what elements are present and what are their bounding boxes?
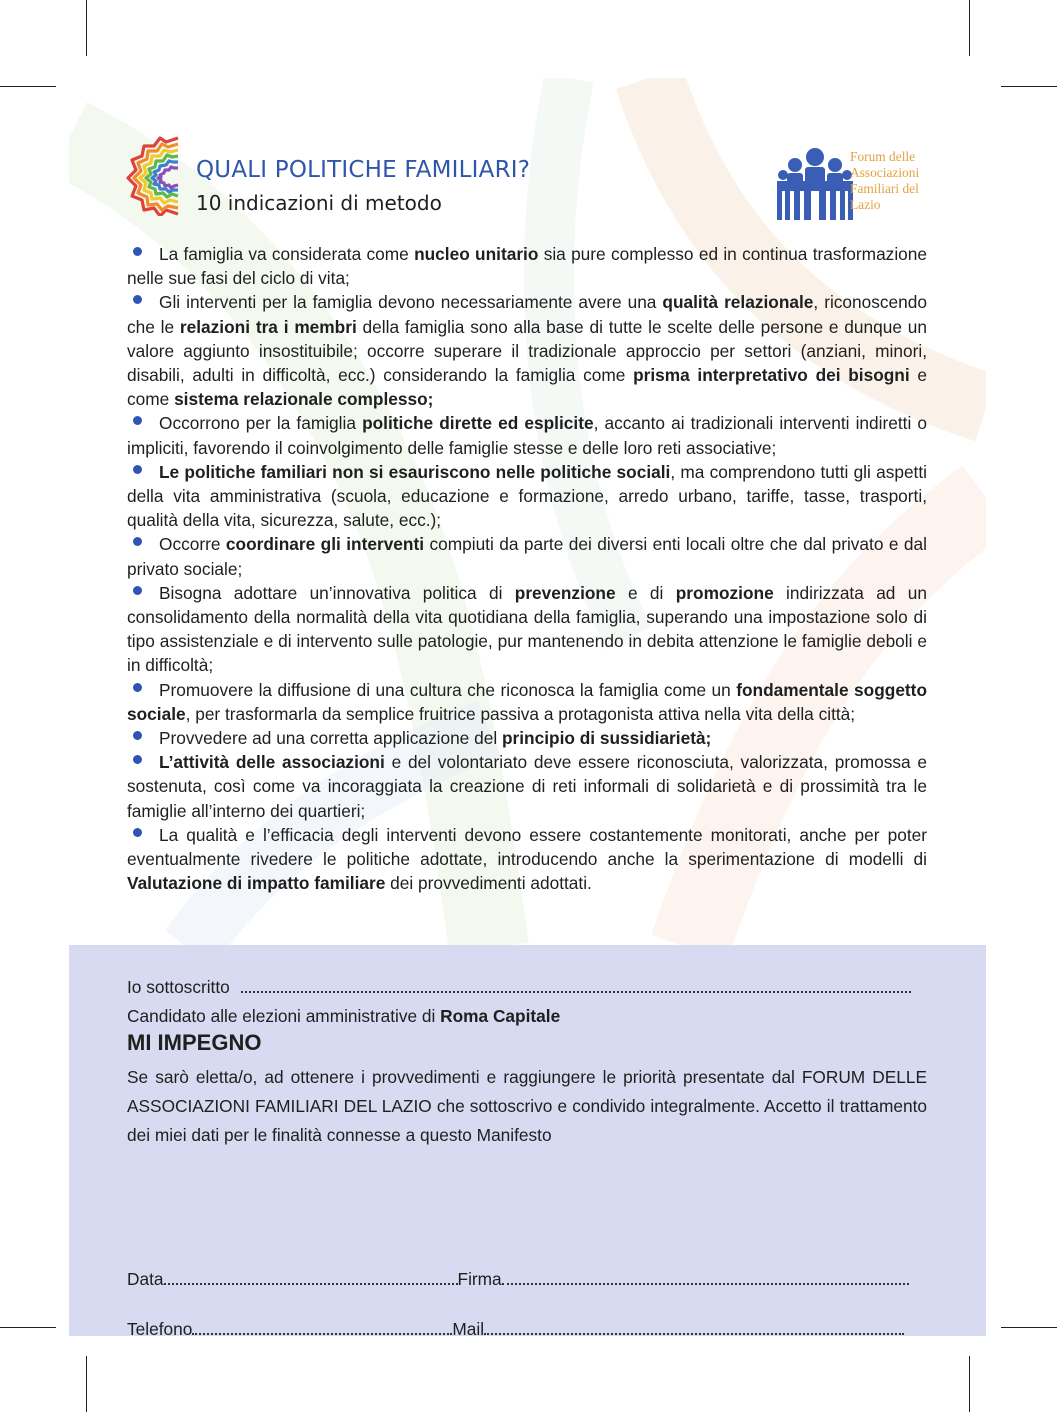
date-signature-line <box>127 1269 927 1290</box>
list-item <box>127 750 927 823</box>
signed-label: Io sottoscritto <box>127 977 230 997</box>
list-item <box>127 678 927 726</box>
name-field[interactable] <box>241 977 911 993</box>
item-text-bold: qualità relazionale <box>662 292 814 313</box>
bullet-icon <box>133 247 142 256</box>
crop-mark <box>969 1356 970 1412</box>
item-text: della famiglia sono alla base di tutte le scelte delle persone e dunque un valore aggiunto insostituibile; occorre superare il tradizionale approccio per settori (anziani, minori, disabili, adulti in difficoltà, ecc.) considerando la famiglia come <box>127 316 927 386</box>
list-item <box>127 290 927 411</box>
item-text-bold: prisma interpretativo dei bisogni <box>633 365 910 386</box>
item-text: e del volontariato deve essere riconosciuta, valorizzata, promossa e sostenuta, così come va incoraggiata la creazione di reti informali di solidarietà e di prossimità tra le famiglie all’interno dei quartieri; <box>127 752 927 821</box>
signature-field[interactable] <box>502 1269 909 1285</box>
phone-field[interactable] <box>192 1319 452 1335</box>
forum-logo-line: Lazio <box>850 197 881 212</box>
forum-logo-line: Familiari del <box>850 181 919 196</box>
item-text: dei provvedimenti adottati. <box>385 873 592 894</box>
bullet-icon <box>133 465 142 474</box>
item-text: , ma comprendono tutti gli aspetti della vita amministrativa (scuola, educazione e formazione, arredo urbano, tariffe, tasse, trasporti, qualità della vita, sicurezza, salute, ecc.); <box>127 461 927 531</box>
telefono-label: Telefono <box>127 1319 193 1336</box>
bullet-icon <box>133 683 142 692</box>
item-text-bold: Valutazione di impatto familiare <box>127 873 386 894</box>
item-text-bold: coordinare gli interventi <box>225 534 425 555</box>
bullet-icon <box>133 295 142 304</box>
list-item <box>127 242 927 290</box>
item-text-bold: prevenzione <box>514 582 616 603</box>
page-subtitle: 10 indicazioni di metodo <box>196 191 442 215</box>
crop-mark <box>0 86 56 87</box>
item-text-bold: Le politiche familiari non si esauriscono nelle politiche sociali <box>159 461 671 482</box>
item-text: e come <box>127 365 927 410</box>
item-text-bold: relazioni tra i membri <box>179 316 357 337</box>
candidate-city: Roma Capitale <box>440 1006 561 1026</box>
item-text-bold: promozione <box>675 582 774 603</box>
item-text-bold: politiche dirette ed esplicite <box>362 413 594 434</box>
item-text: Bisogna adottare un’innovativa politica di <box>159 582 515 603</box>
list-item <box>127 581 927 678</box>
item-text: Promuovere la diffusione di una cultura che riconosca la famiglia come un <box>159 679 737 700</box>
candidate-text: Candidato alle elezioni amministrative di <box>127 1006 441 1026</box>
mail-label: Mail <box>452 1319 485 1336</box>
method-list <box>127 242 927 895</box>
bullet-icon <box>133 828 142 837</box>
item-text: , accanto ai tradizionali interventi indiretti o impliciti, favorendo il coinvolgimento delle famiglie stesse e delle loro reti associative; <box>127 413 928 458</box>
signed-line <box>127 977 927 998</box>
list-item <box>127 532 927 580</box>
candidate-line <box>127 1006 927 1027</box>
bullet-icon <box>133 537 142 546</box>
commitment-form <box>69 945 986 1336</box>
item-text: , per trasformarla da semplice fruitrice passiva a protagonista attiva nella vita della città; <box>185 703 856 724</box>
flyer-page <box>69 78 986 1336</box>
mail-field[interactable] <box>484 1319 904 1335</box>
page-title: QUALI POLITICHE FAMILIARI? <box>196 157 531 183</box>
item-text: compiuti da parte dei diversi enti locali oltre che dal privato e dal privato sociale; <box>127 534 927 579</box>
list-item <box>127 411 927 459</box>
item-text: Occorrono per la famiglia <box>159 413 363 434</box>
item-text-bold: sistema relazionale complesso; <box>174 389 434 410</box>
forum-family-logo-icon <box>777 148 853 220</box>
item-text: e di <box>615 582 676 603</box>
list-item <box>127 726 927 750</box>
crop-mark <box>86 1356 87 1412</box>
rainbow-flower-logo-icon <box>126 136 180 216</box>
bullet-icon <box>133 586 142 595</box>
item-text-bold: principio di sussidiarietà; <box>501 728 712 749</box>
phone-mail-line <box>127 1319 927 1336</box>
item-text: Occorre <box>159 534 226 555</box>
commit-text: Se sarò eletta/o, ad ottenere i provvedimenti e raggiungere le priorità presentate dal FORUM DELLE ASSOCIAZIONI FAMILIARI DEL LAZIO che sottoscrivo e condivido integralmente. Accetto il trattamento dei miei dati per le finalità connesse a questo Manifesto <box>127 1067 927 1145</box>
list-item <box>127 823 927 896</box>
item-text-bold: fondamentale soggetto sociale <box>127 679 927 724</box>
bullet-icon <box>133 731 142 740</box>
header <box>69 78 986 238</box>
data-label: Data <box>127 1269 164 1289</box>
item-text: Provvedere ad una corretta applicazione del <box>159 728 502 749</box>
item-text: sia pure complesso ed in continua trasformazione nelle sue fasi del ciclo di vita; <box>127 244 927 289</box>
item-text: indirizzata ad un consolidamento della normalità della vita quotidiana della famiglia, superando una impostazione solo di tipo assistenziale e di intervento sulle patologie, pur mantenendo in debita attenzione le famiglie deboli e in difficoltà; <box>127 582 927 676</box>
crop-mark <box>86 0 87 56</box>
crop-mark <box>969 0 970 56</box>
crop-mark <box>0 1327 56 1328</box>
item-text-bold: nucleo unitario <box>414 244 539 264</box>
date-field[interactable] <box>164 1269 458 1285</box>
item-text: La famiglia va considerata come <box>159 244 415 264</box>
item-text-bold: L’attività delle associazioni <box>159 752 385 773</box>
bullet-icon <box>133 755 142 764</box>
forum-logo-text <box>850 149 950 213</box>
item-text: Gli interventi per la famiglia devono necessariamente avere una <box>159 292 663 313</box>
commit-heading: MI IMPEGNO <box>127 1030 262 1055</box>
item-text: La qualità e l’efficacia degli interventi devono essere costantemente monitorati, anche per poter eventualmente rivedere le politiche adottate, introducendo anche la sperimentazione di modelli di <box>127 824 927 870</box>
forum-logo-line: Associazioni <box>850 165 920 180</box>
firma-label: Firma <box>457 1269 502 1289</box>
crop-mark <box>1001 86 1057 87</box>
crop-mark <box>1001 1327 1057 1328</box>
bullet-icon <box>133 416 142 425</box>
item-text: , riconoscendo che le <box>127 292 927 337</box>
forum-logo-line: Forum delle <box>850 149 916 164</box>
list-item <box>127 460 927 533</box>
